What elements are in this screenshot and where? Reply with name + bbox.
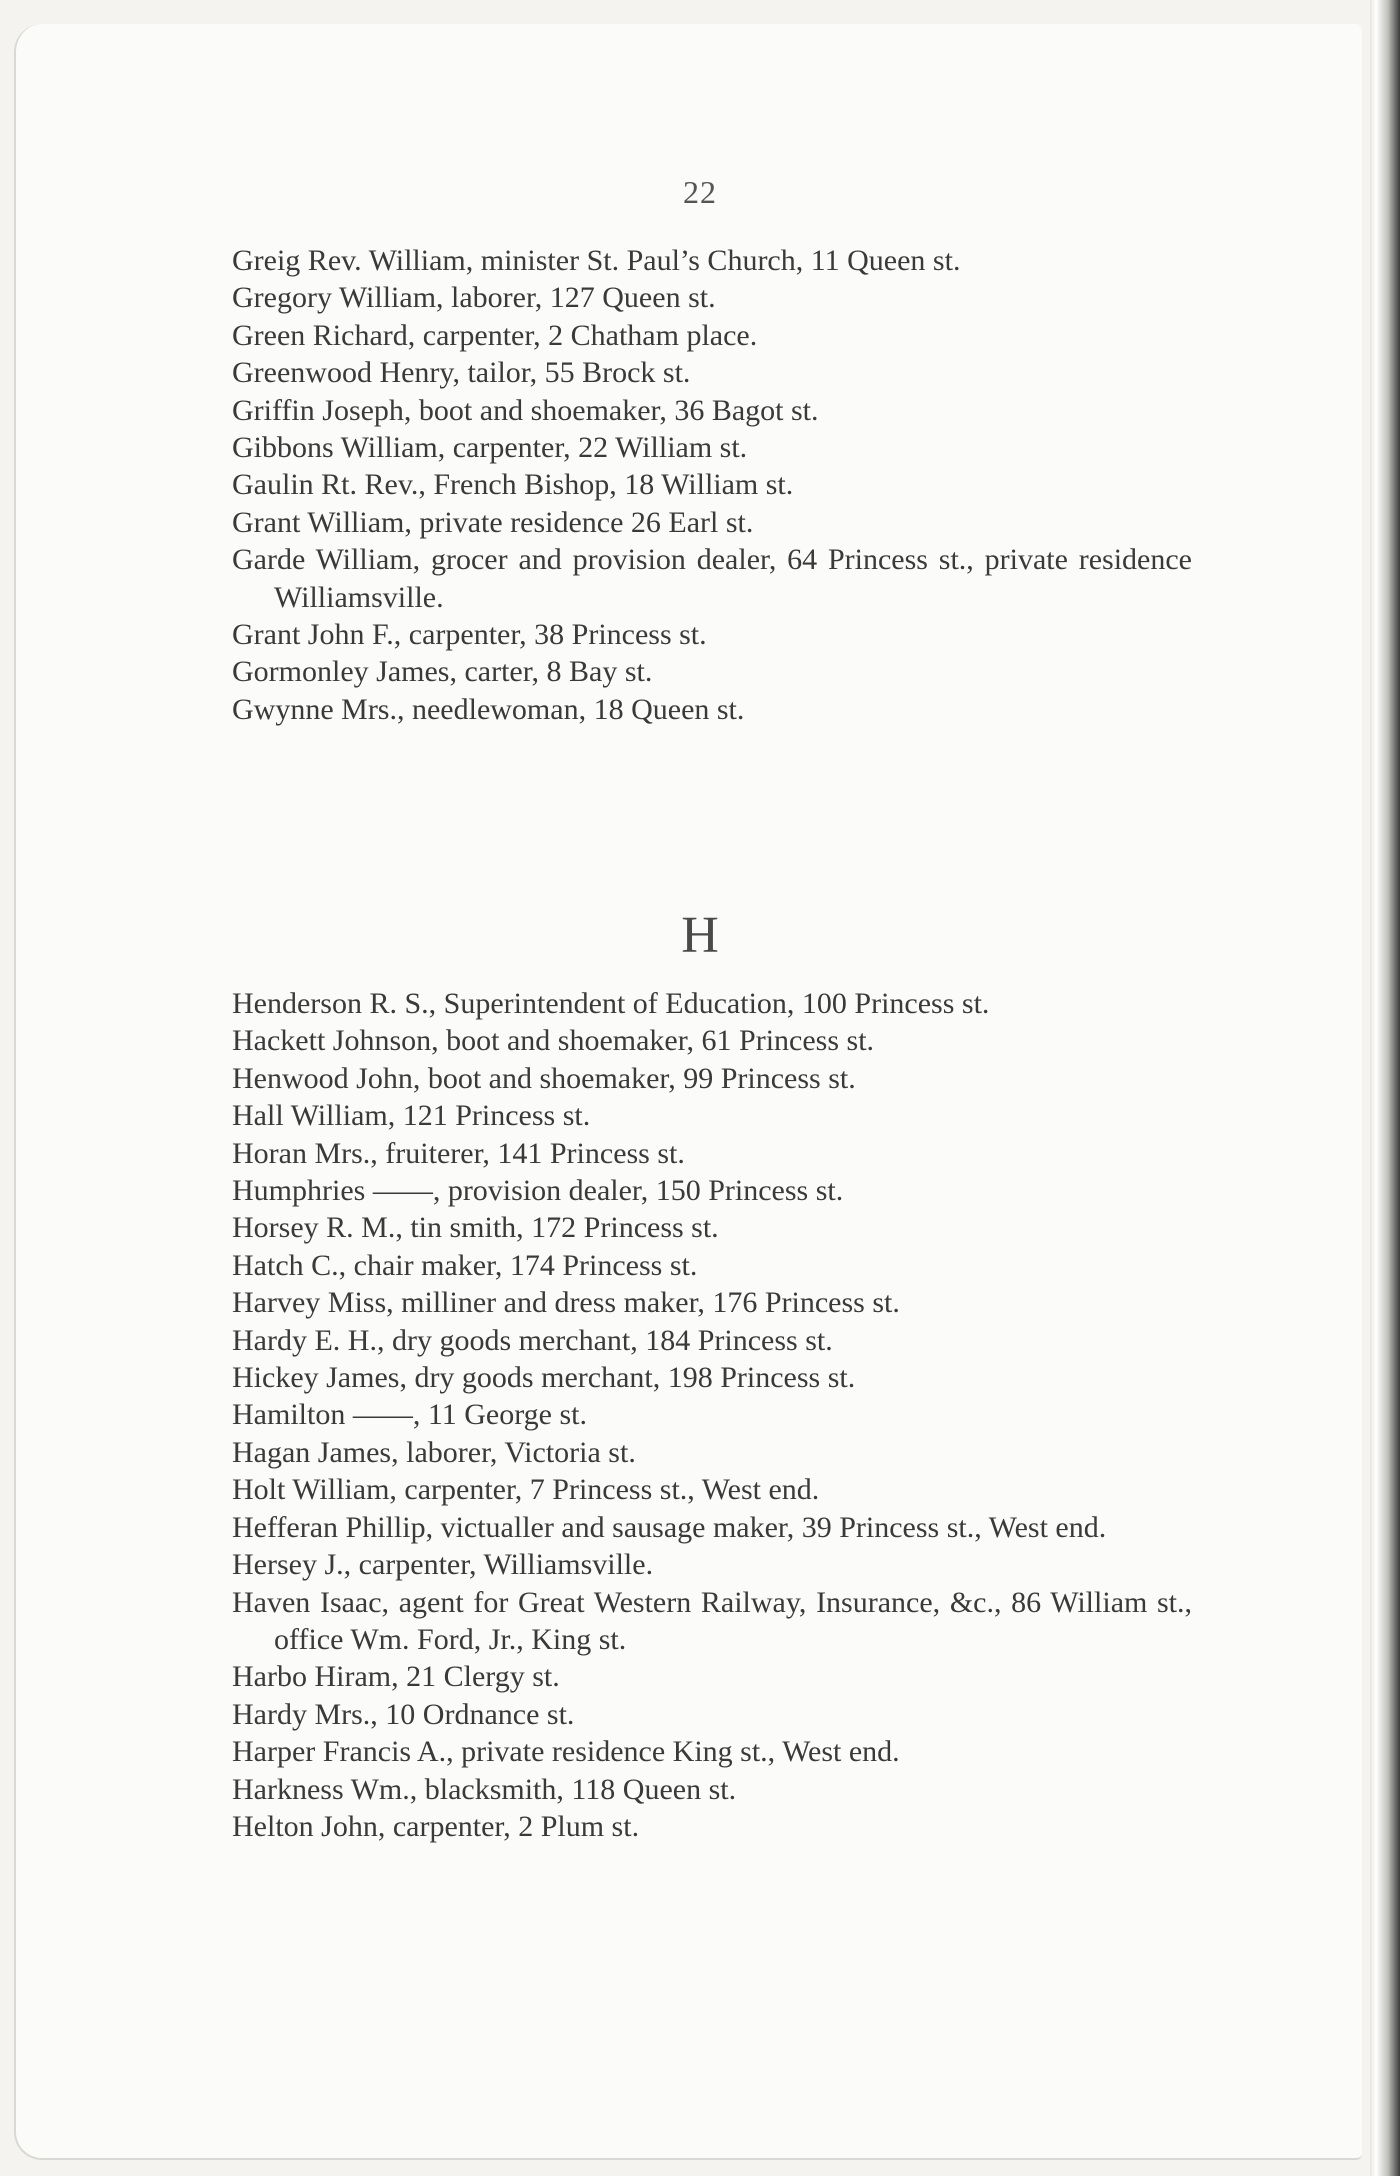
directory-entry: Hackett Johnson, boot and shoemaker, 61 Princess st. [232,1024,875,1058]
directory-entry: Harbo Hiram, 21 Clergy st. [232,1660,560,1694]
directory-entry: Grant William, private residence 26 Earl st. [232,505,754,539]
directory-entry: Hickey James, dry goods merchant, 198 Princess st. [232,1361,856,1395]
directory-entry: Hardy E. H., dry goods merchant, 184 Princess st. [232,1323,833,1357]
section-h-list [232,985,1192,1845]
directory-entry: Helton John, carpenter, 2 Plum st. [232,1809,640,1843]
directory-entry: Grant John F., carpenter, 38 Princess st. [232,618,707,652]
directory-entry: Gregory William, laborer, 127 Queen st. [232,281,716,315]
directory-entry: Green Richard, carpenter, 2 Chatham place. [232,318,758,352]
directory-entry: Henwood John, boot and shoemaker, 99 Princess st. [232,1061,856,1095]
directory-entry: Gwynne Mrs., needlewoman, 18 Queen st. [232,692,745,726]
directory-entry: Henderson R. S., Superintendent of Education, 100 Princess st. [232,987,990,1020]
directory-entry: Hersey J., carpenter, Williamsville. [232,1548,654,1582]
directory-entry: Hatch C., chair maker, 174 Princess st. [232,1248,698,1282]
directory-entry: Garde William, grocer and provision dealer, 64 Princess st., private residence Williamsville. [232,543,1192,614]
directory-entry: Horan Mrs., fruiterer, 141 Princess st. [232,1136,685,1170]
page-edge [1370,0,1400,2176]
directory-entry: Gaulin Rt. Rev., French Bishop, 18 William st. [232,468,794,502]
directory-entry: Greig Rev. William, minister St. Paul’s Church, 11 Queen st. [232,244,961,277]
directory-entry: Harkness Wm., blacksmith, 118 Queen st. [232,1772,737,1806]
section-heading-h: H [681,907,719,964]
section-g-list [232,242,1192,728]
directory-entry: Hamilton ——, 11 George st. [232,1398,587,1432]
directory-entry: Gibbons William, carpenter, 22 William st. [232,431,748,465]
directory-entry: Humphries ——, provision dealer, 150 Princess st. [232,1174,844,1208]
directory-entry: Haven Isaac, agent for Great Western Railway, Insurance, &c., 86 William st., office Wm. Ford, Jr., King st. [232,1585,1192,1656]
directory-entry: Holt William, carpenter, 7 Princess st., West end. [232,1473,820,1507]
page-number: 22 [683,174,717,210]
directory-entry: Horsey R. M., tin smith, 172 Princess st. [232,1211,719,1245]
directory-entry: Greenwood Henry, tailor, 55 Brock st. [232,356,691,390]
directory-entry: Hall William, 121 Princess st. [232,1099,591,1133]
directory-entry: Harvey Miss, milliner and dress maker, 176 Princess st. [232,1286,900,1320]
directory-entry: Griffin Joseph, boot and shoemaker, 36 Bagot st. [232,393,819,427]
directory-entry: Gormonley James, carter, 8 Bay st. [232,655,653,689]
directory-entry: Hardy Mrs., 10 Ordnance st. [232,1697,575,1731]
directory-entry: Hagan James, laborer, Victoria st. [232,1435,636,1469]
directory-entry: Harper Francis A., private residence King st., West end. [232,1735,900,1769]
directory-entry: Hefferan Phillip, victualler and sausage maker, 39 Princess st., West end. [232,1510,1107,1544]
